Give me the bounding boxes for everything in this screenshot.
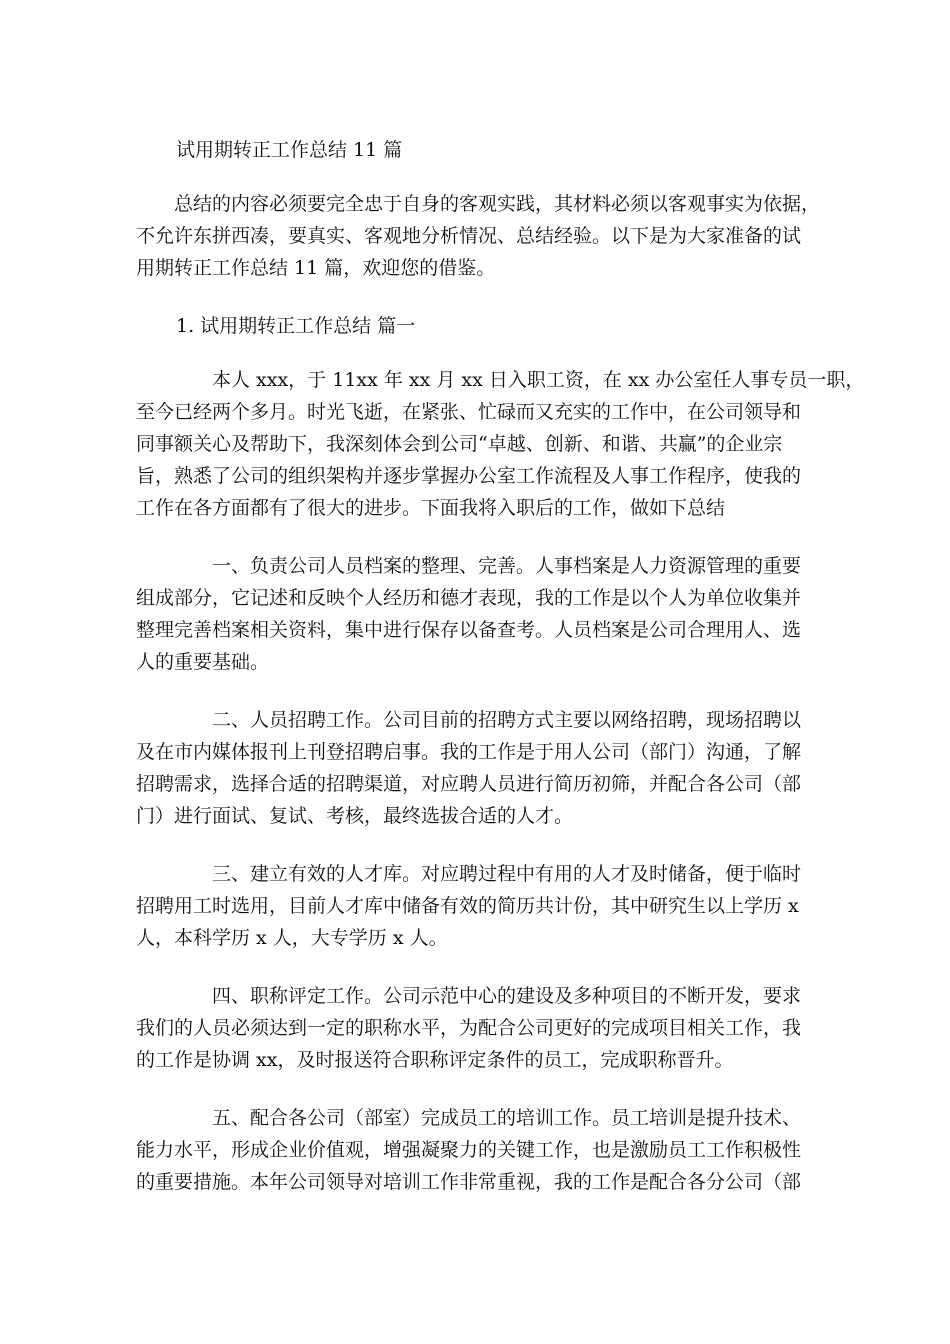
paragraph-line: 四、职称评定工作。公司示范中心的建设及多种项目的不断开发，要求 — [136, 985, 802, 1007]
body-paragraph-archives — [136, 550, 814, 678]
paragraph-line: 二、人员招聘工作。公司目前的招聘方式主要以网络招聘，现场招聘以 — [136, 709, 802, 731]
paragraph-line: 同事额关心及帮助下，我深刻体会到公司“卓越、创新、和谐、共赢”的企业宗 — [136, 433, 783, 455]
paragraph-line: 组成部分，它记述和反映个人经历和德才表现，我的工作是以个人为单位收集并 — [136, 587, 802, 609]
paragraph-line: 旨，熟悉了公司的组织架构并逐步掌握办公室工作流程及人事工作程序，使我的 — [136, 465, 802, 487]
paragraph-line: 三、建立有效的人才库。对应聘过程中有用的人才及时储备，便于临时 — [136, 863, 802, 885]
paragraph-line: 人的重要基础。 — [136, 651, 270, 673]
paragraph-line: 招聘需求，选择合适的招聘渠道，对应聘人员进行简历初筛，并配合各公司（部 — [136, 773, 802, 795]
intro-line: 总结的内容必须要完全忠于自身的客观实践，其材料必须以客观事实为依据， — [136, 193, 821, 215]
paragraph-line: 至今已经两个多月。时光飞逝，在紧张、忙碌而又充实的工作中，在公司领导和 — [136, 401, 802, 423]
paragraph-line: 人，本科学历 x 人，大专学历 x 人。 — [136, 927, 448, 949]
document-title: 试用期转正工作总结 11 篇 — [176, 139, 403, 161]
paragraph-line: 的重要措施。本年公司领导对培训工作非常重视，我的工作是配合各分公司（部 — [136, 1171, 802, 1193]
body-paragraph-title-evaluation — [136, 980, 814, 1076]
paragraph-line: 及在市内媒体报刊上刊登招聘启事。我的工作是于用人公司（部门）沟通，了解 — [136, 741, 802, 763]
paragraph-line: 我们的人员必须达到一定的职称水平，为配合公司更好的完成项目相关工作，我 — [136, 1017, 802, 1039]
intro-paragraph — [136, 188, 821, 284]
paragraph-line: 能力水平，形成企业价值观，增强凝聚力的关键工作，也是激励员工工作积极性 — [136, 1139, 802, 1161]
paragraph-line: 工作在各方面都有了很大的进步。下面我将入职后的工作，做如下总结 — [136, 497, 726, 519]
paragraph-line: 的工作是协调 xx，及时报送符合职称评定条件的员工，完成职称晋升。 — [136, 1049, 734, 1071]
body-paragraph-training — [136, 1102, 814, 1198]
body-paragraph-intro — [136, 364, 865, 524]
paragraph-line: 门）进行面试、复试、考核，最终选拔合适的人才。 — [136, 805, 574, 827]
paragraph-line: 本人 xxx，于 11xx 年 xx 月 xx 日入职工资，在 xx 办公室任人事专员一职， — [136, 369, 865, 391]
paragraph-line: 整理完善档案相关资料，集中进行保存以备查考。人员档案是公司合理用人、选 — [136, 619, 802, 641]
section-heading: 1. 试用期转正工作总结 篇一 — [176, 315, 416, 337]
paragraph-line: 五、配合各公司（部室）完成员工的培训工作。员工培训是提升技术、 — [136, 1107, 802, 1129]
paragraph-line: 一、负责公司人员档案的整理、完善。人事档案是人力资源管理的重要 — [136, 555, 802, 577]
paragraph-line: 招聘用工时选用，目前人才库中储备有效的简历共计份，其中研究生以上学历 x — [136, 895, 799, 917]
intro-line: 用期转正工作总结 11 篇，欢迎您的借鉴。 — [136, 257, 496, 279]
body-paragraph-talent-pool — [136, 858, 814, 954]
body-paragraph-recruitment — [136, 704, 814, 832]
intro-line: 不允许东拼西凑，要真实、客观地分析情况、总结经验。以下是为大家准备的试 — [136, 225, 802, 247]
